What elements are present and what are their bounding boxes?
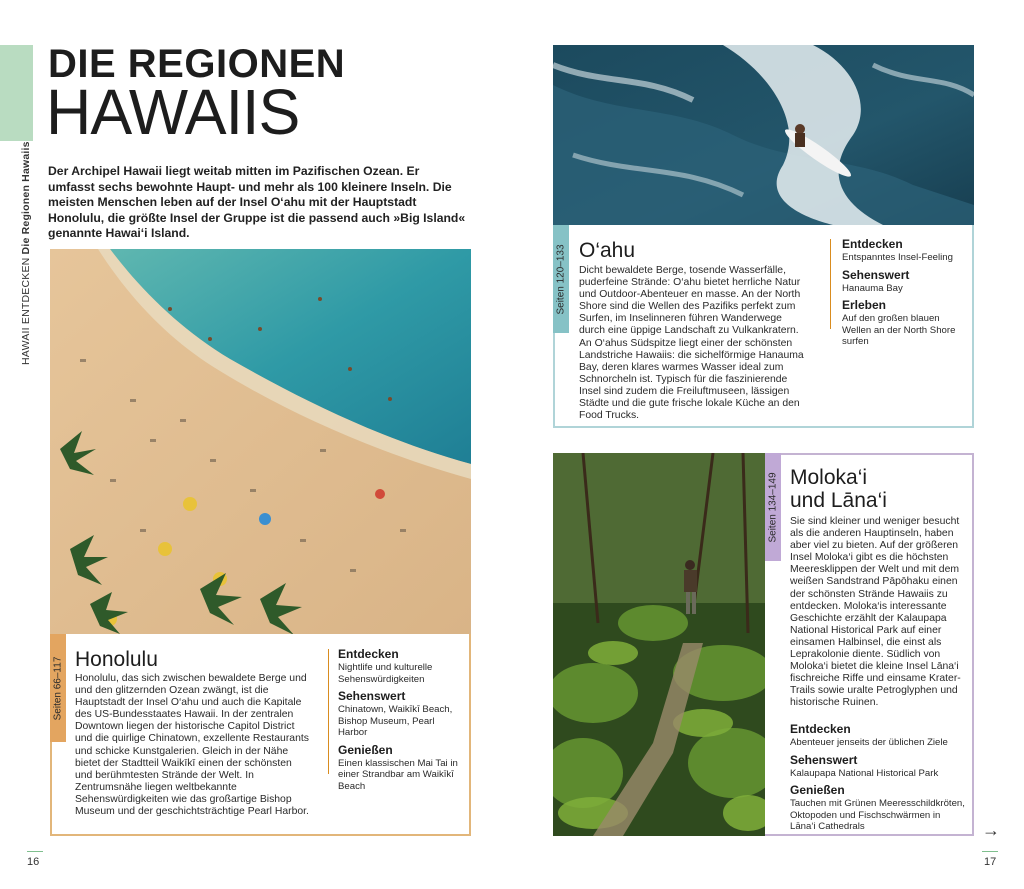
next-page-arrow-icon[interactable]: → (982, 820, 1000, 840)
info-label: Erleben (842, 298, 887, 312)
info-label: Genießen (790, 783, 845, 797)
info-value: Einen klassischen Mai Tai in einer Strandbar am Waikīkī Beach (338, 757, 458, 792)
oahu-text: Dicht bewaldete Berge, tosende Wasserfälle, puderfeine Strände: O‘ahu bietet herrliche Natur und Outdoor-Abenteuer en masse. An der North Shore sind die Wellen des Pazifiks perfekt zum Surfen, im Inselinneren führen Wanderwege durch eine üppige Landschaft zu Vulkankratern. An O‘ahus Südspitze liegt einer der schönsten Landstriche Hawaiis: die sichelförmige Hanauma Bay, deren klares warmes Wasser ideal zum Schnorcheln ist. Typisch für die faszinierende Insel sind zudem die Freiluftmuseen, lässigen Städte und die gute frische lokale Küche an den Food Trucks. (579, 265, 804, 422)
honolulu-title: Honolulu (75, 648, 158, 671)
page-number-rule-right (982, 851, 998, 852)
molokai-page-tab (765, 453, 781, 561)
info-label: Entdecken (842, 237, 903, 251)
info-label: Sehenswert (338, 689, 406, 703)
honolulu-text: Honolulu, das sich zwischen bewaldete Berge und und den glitzernden Ozean zwängt, ist die Hauptstadt der Insel O‘ahu und auch die Kapitale des US-Bundesstaates Hawaii. In der zentralen Downtown liegen der historische Capitol District und die quirlige Chinatown, exzellente Restaurants und schicke Kunstgalerien. Gleich in der Nähe bietet der Stadtteil Waikīkī einen der schönsten und berühmtesten Strände der Welt. In Zentrumsnähe liegen weltbekannte Sehenswürdigkeiten wie das großartige Bishop Museum und der geschichtsträchtige Pearl Harbor. (75, 673, 309, 818)
oahu-divider (830, 239, 831, 329)
oahu-pages: Seiten 120–133 (555, 243, 567, 315)
info-value: Entspanntes Insel-Feeling (842, 252, 953, 263)
page-title-line1: DIE REGIONEN (48, 42, 346, 86)
info-value: Tauchen mit Grünen Meeresschildkröten, Oktopoden und Fischschwärmen in Lāna‘i Cathedrals (790, 798, 965, 832)
molokai-title-line2: und Lāna‘i (790, 489, 887, 512)
oahu-surf-photo (553, 45, 974, 225)
intro-paragraph: Der Archipel Hawaii liegt weitab mitten im Pazifischen Ozean. Er umfasst sechs bewohnte Haupt- und mehr als 100 kleinere Inseln. Die meisten Menschen leben auf der Insel O‘ahu mit der Hauptstadt Honolulu, die größte Insel der Gruppe ist die passend auch »Big Island« genannte Hawai‘i Island. (48, 164, 466, 240)
honolulu-beach-photo (50, 249, 471, 634)
info-value: Kalaupapa National Historical Park (790, 767, 939, 779)
oahu-page-tab (553, 225, 569, 333)
molokai-title-line1: Moloka‘i (790, 466, 868, 489)
honolulu-info (338, 647, 463, 796)
molokai-text: Sie sind kleiner und weniger besucht als die anderen Hauptinseln, haben aber viel zu bieten. Auf der größeren Insel Moloka‘i gibt es die höchsten Meeresklippen der Welt und mit dem weißen Sandstrand Pāpōhaku einen der schönsten Strände Hawaiis zu entdecken. Moloka‘is interessante Geschichte erzählt der Kalaupapa National Historical Park auf einer einsamen Halbinsel, die einst als Leprakolonie diente. Südlich von Moloka‘i bietet die kleine Insel Lāna‘i fischreiche Riffe und einsame Krater-Trails sowie uralte Petroglyphen und historische Ruinen. (790, 516, 961, 709)
page-title-line2: HAWAIIS (46, 76, 300, 148)
info-label: Sehenswert (790, 752, 858, 767)
info-value: Hanauma Bay (842, 282, 903, 294)
info-value: Nightlife und kulturelle Sehenswürdigkeiten (338, 662, 433, 685)
molokai-pages: Seiten 134–149 (767, 471, 779, 543)
info-value: Auf den großen blauen Wellen an der North Shore surfen (842, 313, 956, 347)
page-number-rule-left (27, 851, 43, 852)
molokai-info (790, 722, 966, 837)
info-value: Abenteuer jenseits der üblichen Ziele (790, 737, 948, 748)
oahu-info (842, 237, 967, 352)
honolulu-pages: Seiten 66–117 (52, 656, 64, 720)
page-number-left: 16 (27, 856, 40, 868)
sidebar-prefix: HAWAII ENTDECKEN (20, 257, 32, 365)
honolulu-divider (328, 649, 329, 774)
section-color-tab (0, 45, 33, 141)
info-label: Genießen (338, 742, 393, 757)
honolulu-page-tab (50, 634, 66, 742)
info-label: Entdecken (338, 647, 399, 661)
info-label: Sehenswert (842, 267, 910, 282)
sidebar-title: Die Regionen Hawaiis (20, 141, 32, 255)
sidebar-running-head (20, 141, 32, 365)
info-label: Entdecken (790, 722, 851, 736)
info-value: Chinatown, Waikīkī Beach, Bishop Museum, Pearl Harbor (338, 704, 453, 738)
molokai-forest-photo (553, 453, 765, 836)
page-number-right: 17 (984, 856, 997, 868)
oahu-title: O‘ahu (579, 239, 636, 262)
